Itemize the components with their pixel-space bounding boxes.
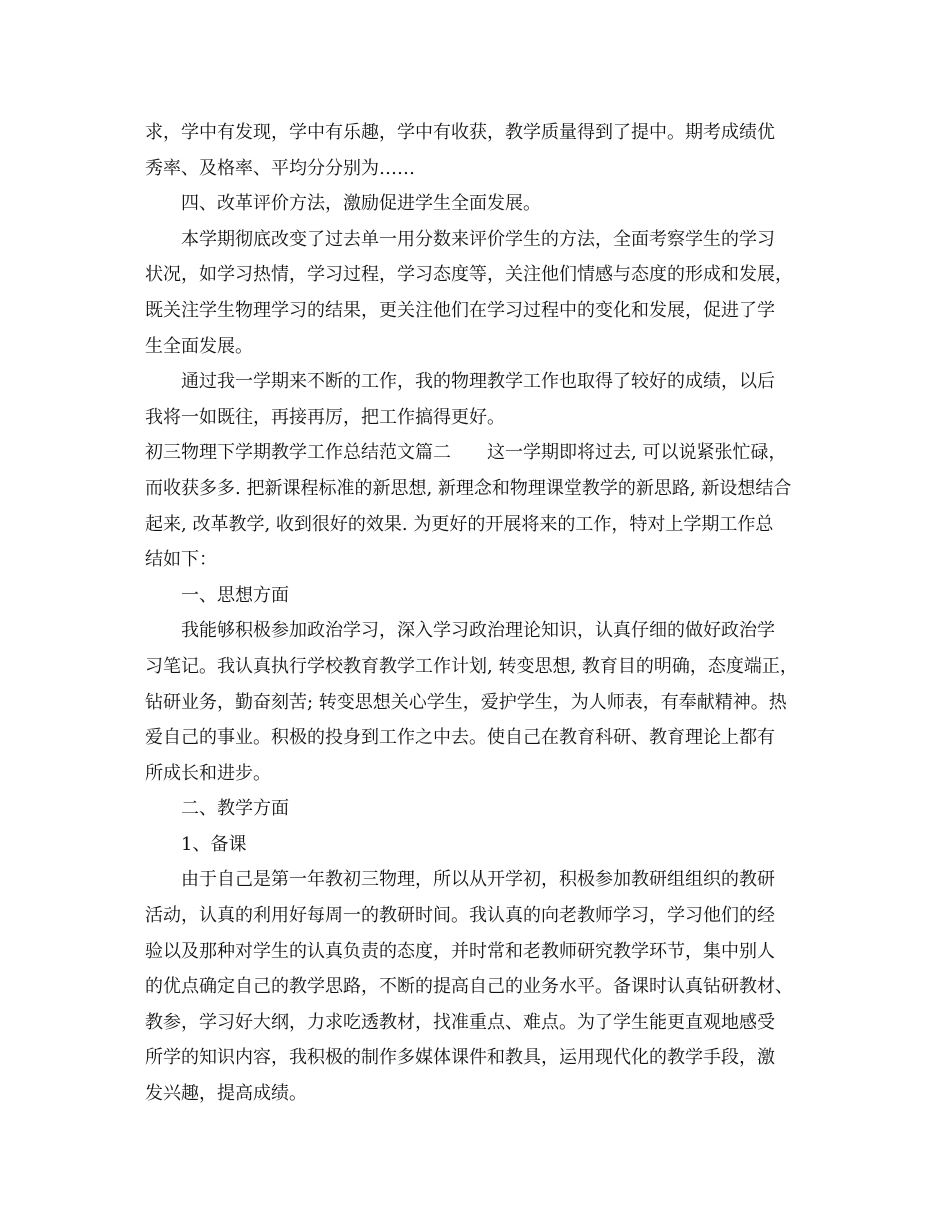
- text-line: 起来, 改革教学, 收到很好的效果. 为更好的开展将来的工作，特对上学期工作总: [145, 513, 774, 535]
- text-line: 由于自己是第一年教初三物理，所以从开学初，积极参加教研组组织的教研: [181, 869, 775, 891]
- text-line: 我能够积极参加政治学习，深入学习政治理论知识，认真仔细的做好政治学: [181, 620, 775, 642]
- text-line: 教参，学习好大纲，力求吃透教材，找准重点、难点。为了学生能更直观地感受: [145, 1011, 775, 1033]
- text-line: 的优点确定自己的教学思路，不断的提高自己的业务水平。备课时认真钻研教材、: [145, 976, 793, 998]
- text-line: 求，学中有发现，学中有乐趣，学中有收获，教学质量得到了提中。期考成绩优: [145, 122, 775, 143]
- text-line: 发兴趣，提高成绩。: [145, 1083, 307, 1105]
- section-heading: 一、思想方面: [181, 584, 289, 606]
- text-line: 钻研业务，勤奋刻苦; 转变思想关心学生，爱护学生，为人师表，有奉献精神。热: [145, 691, 787, 713]
- text-line: 验以及那种对学生的认真负责的态度，并时常和老教师研究教学环节，集中别人: [145, 940, 775, 962]
- text-line: 通过我一学期来不断的工作，我的物理教学工作也取得了较好的成绩，以后: [181, 371, 775, 393]
- text-line: 活动，认真的利用好每周一的教研时间。我认真的向老教师学习，学习他们的经: [145, 905, 775, 927]
- text-line: 结如下：: [145, 549, 217, 571]
- text-line: 我将一如既往，再接再厉，把工作搞得更好。: [145, 406, 505, 428]
- text-line: 秀率、及格率、平均分分别为……: [145, 157, 415, 179]
- section-heading: 二、教学方面: [181, 798, 289, 820]
- text-line: 所学的知识内容，我积极的制作多媒体课件和教具，运用现代化的教学手段，激: [145, 1047, 775, 1069]
- section-heading: 四、改革评价方法，激励促进学生全面发展。: [181, 193, 541, 215]
- article-title-line: 初三物理下学期教学工作总结范文篇二 这一学期即将过去, 可以说紧张忙碌，: [145, 442, 787, 464]
- subsection-heading: 1、备课: [181, 833, 247, 855]
- text-line: 而收获多多. 把新课程标准的新思想, 新理念和物理课堂教学的新思路, 新设想结合: [145, 477, 792, 499]
- text-line: 既关注学生物理学习的结果，更关注他们在学习过程中的变化和发展，促进了学: [145, 299, 775, 321]
- text-line: 习笔记。我认真执行学校教育教学工作计划, 转变思想, 教育目的明确，态度端正，: [145, 655, 798, 677]
- text-line: 生全面发展。: [145, 335, 253, 357]
- document-body: [145, 115, 805, 1112]
- text-line: 本学期彻底改变了过去单一用分数来评价学生的方法，全面考察学生的学习: [181, 228, 775, 250]
- text-line: 爱自己的事业。积极的投身到工作之中去。使自己在教育科研、教育理论上都有: [145, 727, 775, 749]
- text-line: 状况，如学习热情，学习过程，学习态度等，关注他们情感与态度的形成和发展，: [145, 264, 793, 286]
- text-line: 所成长和进步。: [145, 762, 271, 784]
